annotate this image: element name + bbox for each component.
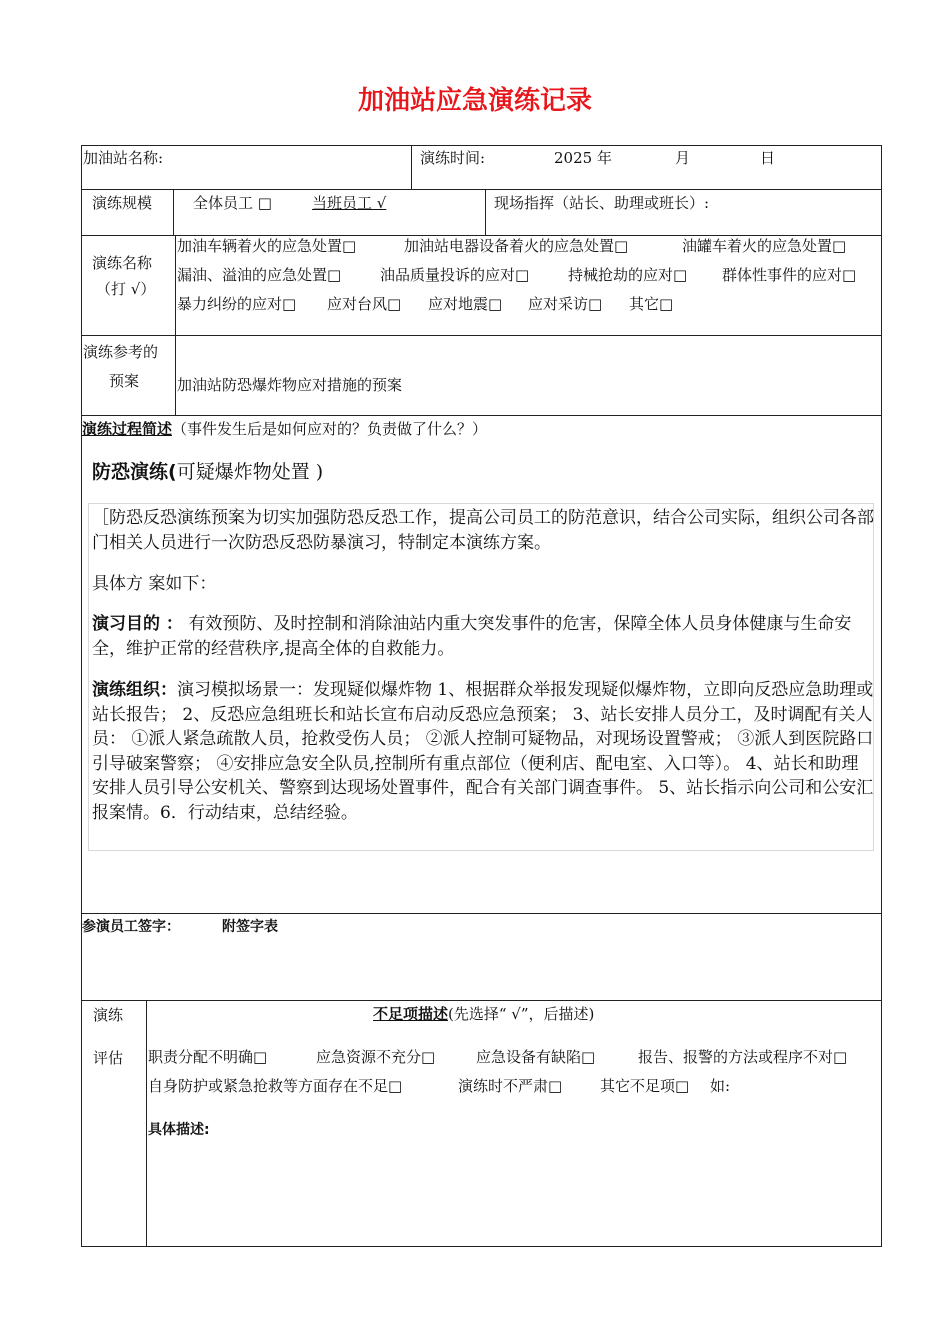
signature-value: 附签字表: [222, 919, 278, 935]
drill-option: 油品质量投诉的应对□: [380, 266, 530, 284]
drill-option: 暴力纠纷的应对□: [177, 295, 297, 313]
drill-option: 应对采访□: [528, 295, 603, 313]
drill-title-rest: 可疑爆炸物处置 ): [176, 461, 324, 483]
deficiency-option: 职责分配不明确□: [148, 1048, 268, 1066]
process-plan-line: 具体方 案如下：: [92, 574, 217, 594]
process-intro: ［防恐反恐演练预案为切实加强防恐反恐工作，提高公司员工的防范意识，结合公司实际，组织公司各部门相关人员进行一次防恐反恐防暴演习，特制定本演练方案。: [92, 508, 874, 553]
process-heading-note: （事件发生后是如何应对的？负责做了什么？）: [172, 420, 488, 438]
deficiency-note: (先选择“ √”，后描述): [448, 1005, 595, 1023]
reference-plan: 加油站防恐爆炸物应对措施的预案: [177, 376, 403, 394]
detail-label: 具体描述:: [148, 1122, 210, 1138]
page-title: 加油站应急演练记录: [357, 86, 592, 116]
org-text: 演习模拟场景一：发现疑似爆炸物 1、根据群众举报发现疑似爆炸物，立即向反恐应急助理或站长报告； 2、反恐应急组班长和站长宣布启动反恐应急预案； 3、站长安排人员分工，及时调配有关人员： ①派人紧急疏散人员，抢救受伤人员； ②派人控制可疑物品，对现场设置警戒； ③派人到医院路口引导破案警察； ④安排应急安全队员,控制所有重点部位（便利店、配电室、入口等）。 4、站长和助理安排人员引导公安机关、警察到达现场处置事件，配合有关部门调查事件。 5、站长指示向公司和公安汇报案情。6．行动结束，总结经验。: [92, 680, 874, 823]
purpose-text: 有效预防、及时控制和消除油站内重大突发事件的危害，保障全体人员身体健康与生命安全，维护正常的经营秩序,提高全体的自救能力。: [92, 614, 852, 659]
col-divider: [485, 189, 486, 235]
row-divider: [82, 189, 881, 190]
drill-title-bold: 防恐演练(: [92, 461, 177, 483]
process-organization: [92, 678, 874, 825]
drill-option: 其它□: [629, 295, 674, 313]
purpose-label: 演习目的 ：: [92, 614, 183, 634]
deficiency-option: 自身防护或紧急抢救等方面存在不足□: [148, 1077, 403, 1095]
row-divider: [82, 1000, 881, 1001]
deficiency-option: 应急资源不充分□: [316, 1048, 436, 1066]
drill-name-label: 演练名称: [92, 254, 153, 272]
col-divider: [411, 146, 412, 189]
drill-time-label: 演练时间:: [420, 149, 486, 167]
drill-option: 应对地震□: [428, 295, 503, 313]
org-label: 演练组织：: [92, 680, 177, 700]
drill-title: [92, 460, 323, 484]
scale-on-duty: 当班员工 √: [312, 194, 387, 212]
deficiency-option: 如:: [710, 1077, 731, 1095]
drill-option: 漏油、溢油的应急处置□: [177, 266, 342, 284]
col-divider: [175, 235, 176, 415]
deficiency-option: 报告、报警的方法或程序不对□: [638, 1048, 848, 1066]
drill-month: 月: [675, 149, 691, 167]
reference-label: 演练参考的: [83, 343, 159, 361]
drill-year: 2025 年: [554, 149, 612, 167]
deficiency-heading: [373, 1004, 594, 1024]
reference-label-2: 预案: [109, 372, 140, 390]
evaluation-label-2: 评估: [93, 1049, 124, 1067]
drill-option: 加油站电器设备着火的应急处置□: [404, 237, 629, 255]
evaluation-label: 演练: [93, 1006, 124, 1024]
deficiency-title: 不足项描述: [373, 1005, 449, 1023]
col-divider: [173, 189, 174, 235]
deficiency-option: 应急设备有缺陷□: [476, 1048, 596, 1066]
scale-label: 演练规模: [92, 194, 153, 212]
drill-name-label-note: （打 √）: [96, 280, 156, 298]
drill-day: 日: [760, 149, 776, 167]
row-divider: [82, 913, 881, 914]
process-heading-label: 演练过程简述: [82, 420, 173, 438]
row-divider: [82, 415, 881, 416]
drill-option: 加油车辆着火的应急处置□: [177, 237, 357, 255]
drill-option: 应对台风□: [327, 295, 402, 313]
drill-option: 持械抢劫的应对□: [568, 266, 688, 284]
process-purpose: [92, 612, 874, 661]
col-divider: [146, 1000, 147, 1247]
deficiency-option: 演练时不严肃□: [458, 1077, 563, 1095]
process-heading: [82, 419, 487, 439]
station-name-label: 加油站名称:: [83, 149, 164, 167]
commander-label: 现场指挥（站长、助理或班长）:: [494, 194, 710, 212]
row-divider: [82, 335, 881, 336]
scale-all-staff: 全体员工 □: [193, 194, 272, 212]
drill-option: 群体性事件的应对□: [722, 266, 857, 284]
signature-label: 参演员工签字：: [82, 919, 180, 935]
drill-option: 油罐车着火的应急处置□: [682, 237, 847, 255]
deficiency-option: 其它不足项□: [600, 1077, 690, 1095]
